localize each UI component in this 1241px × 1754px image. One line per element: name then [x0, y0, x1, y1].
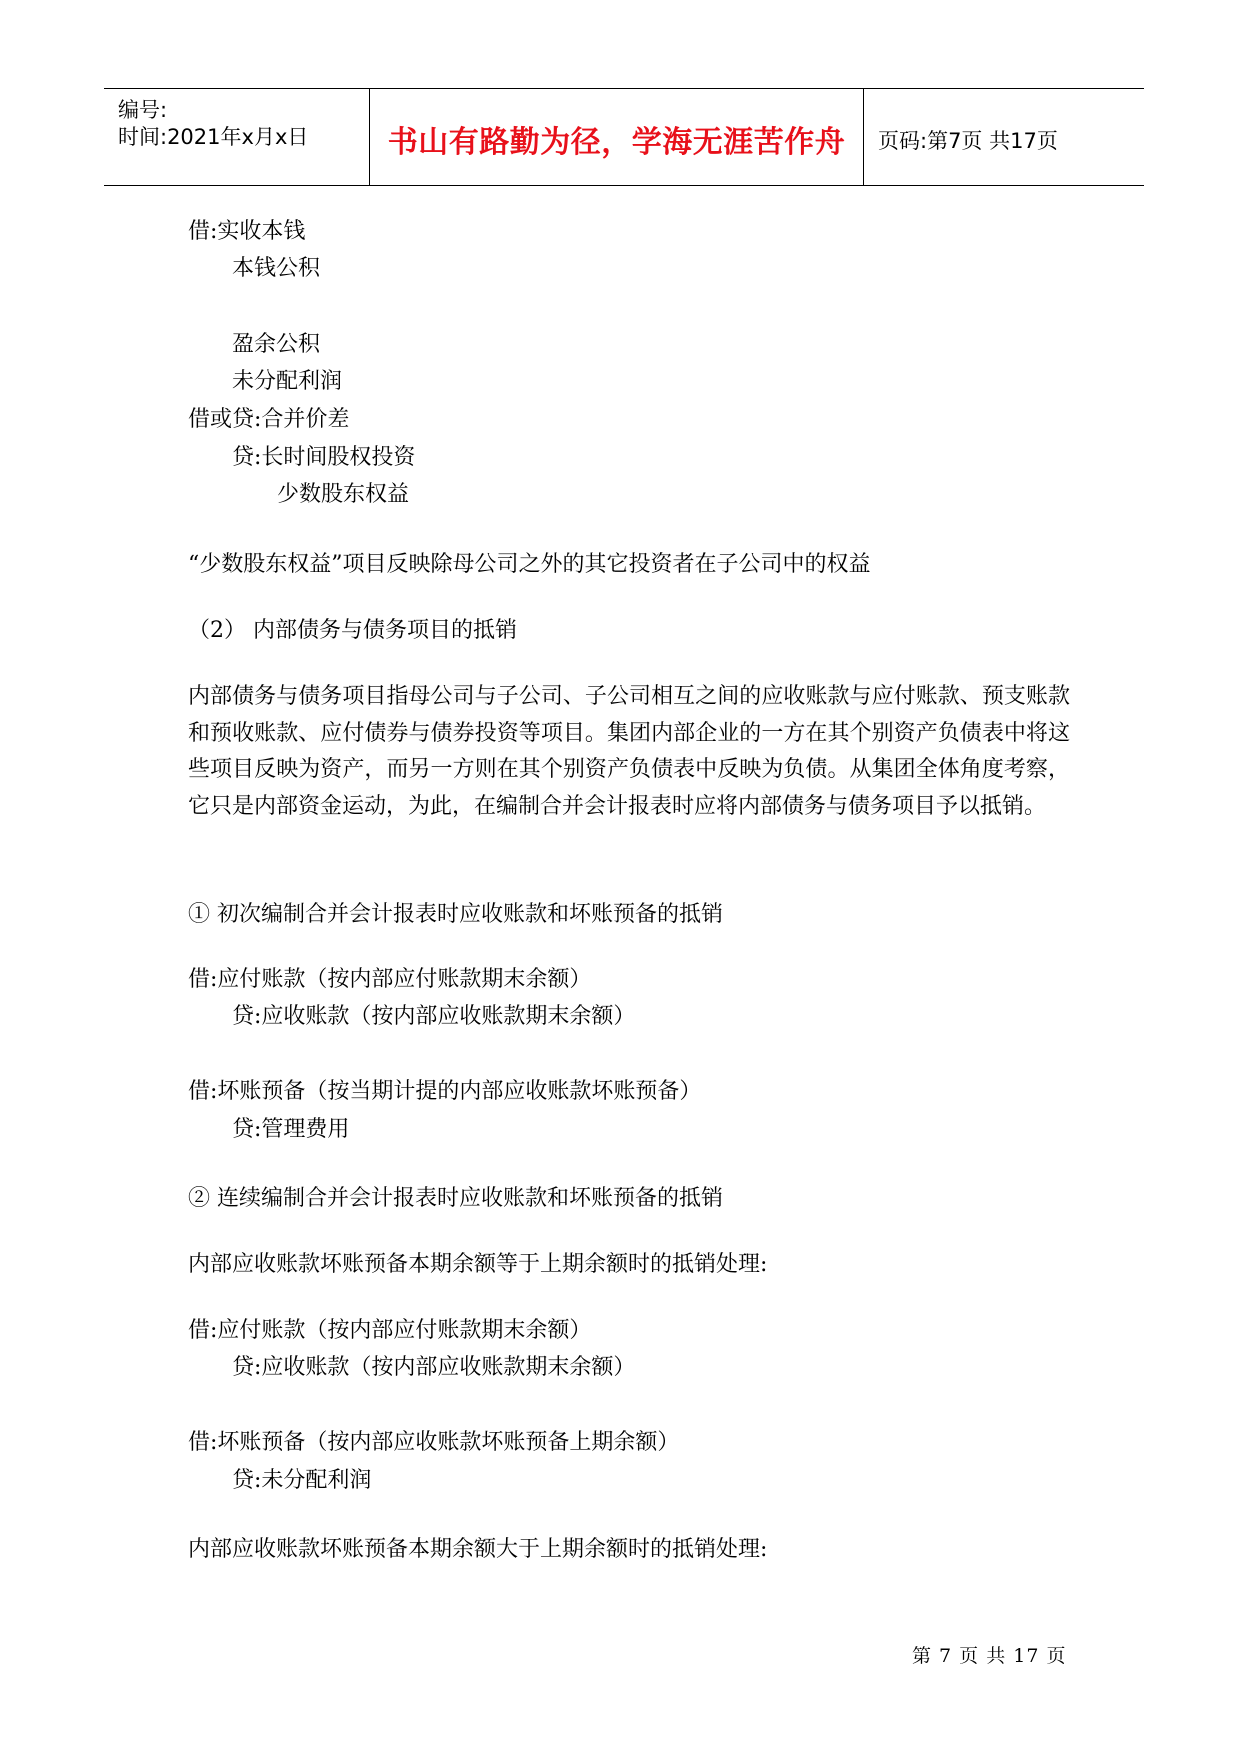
header-page-cell — [864, 89, 1144, 185]
entry-line: 本钱公积 — [232, 256, 321, 281]
entry-line: 贷:未分配利润 — [232, 1468, 372, 1493]
paragraph: 内部债务与债务项目指母公司与子公司、子公司相互之间的应收账款与应付账款、预支账款和预收账款、应付债券与债券投资等项目。集团内部企业的一方在其个别资产负债表中将这些项目反映为资产，而另一方则在其个别资产负债表中反映为负债。从集团全体角度考察，它只是内部资金运动，为此，在编制合并会计报表时应将内部债务与债务项目予以抵销。 — [188, 684, 1070, 819]
header-page-number: 页码:第7页 共17页 — [878, 129, 1058, 153]
entry-line: 少数股东权益 — [277, 482, 410, 507]
number-label: 编号: — [118, 98, 168, 122]
entry-line: 贷:管理费用 — [232, 1117, 350, 1142]
page-footer: 第 7 页 共 17 页 — [912, 1645, 1067, 1667]
entry-line: 贷:应收账款（按内部应收账款期末余额） — [232, 1355, 636, 1380]
entry-line: 借或贷:合并价差 — [188, 407, 350, 432]
page-header — [104, 88, 1144, 186]
entry-line: 盈余公积 — [232, 332, 321, 357]
entry-line: 贷:应收账款（按内部应收账款期末余额） — [232, 1004, 636, 1029]
paragraph: 内部应收账款坏账预备本期余额等于上期余额时的抵销处理: — [188, 1252, 768, 1277]
subsection-heading: ① 初次编制合并会计报表时应收账款和坏账预备的抵销 — [188, 902, 723, 927]
paragraph: “少数股东权益”项目反映除母公司之外的其它投资者在子公司中的权益 — [188, 552, 871, 577]
entry-line: 借:实收本钱 — [188, 219, 306, 244]
entry-line: 借:应付账款（按内部应付账款期末余额） — [188, 967, 592, 992]
entry-line: 未分配利润 — [232, 369, 343, 394]
header-info-cell — [104, 89, 370, 185]
paragraph: 内部应收账款坏账预备本期余额大于上期余额时的抵销处理: — [188, 1537, 768, 1562]
time-label: 时间:2021年x月x日 — [118, 125, 309, 149]
subsection-heading: ② 连续编制合并会计报表时应收账款和坏账预备的抵销 — [188, 1186, 723, 1211]
header-motto-cell — [370, 89, 864, 185]
section-heading: （2） 内部债务与债务项目的抵销 — [188, 618, 517, 643]
entry-line: 借:坏账预备（按内部应收账款坏账预备上期余额） — [188, 1430, 680, 1455]
entry-line: 借:应付账款（按内部应付账款期末余额） — [188, 1318, 592, 1343]
entry-line: 借:坏账预备（按当期计提的内部应收账款坏账预备） — [188, 1079, 702, 1104]
motto: 书山有路勤为径，学海无涯苦作舟 — [387, 125, 846, 160]
entry-line: 贷:长时间股权投资 — [232, 445, 416, 470]
